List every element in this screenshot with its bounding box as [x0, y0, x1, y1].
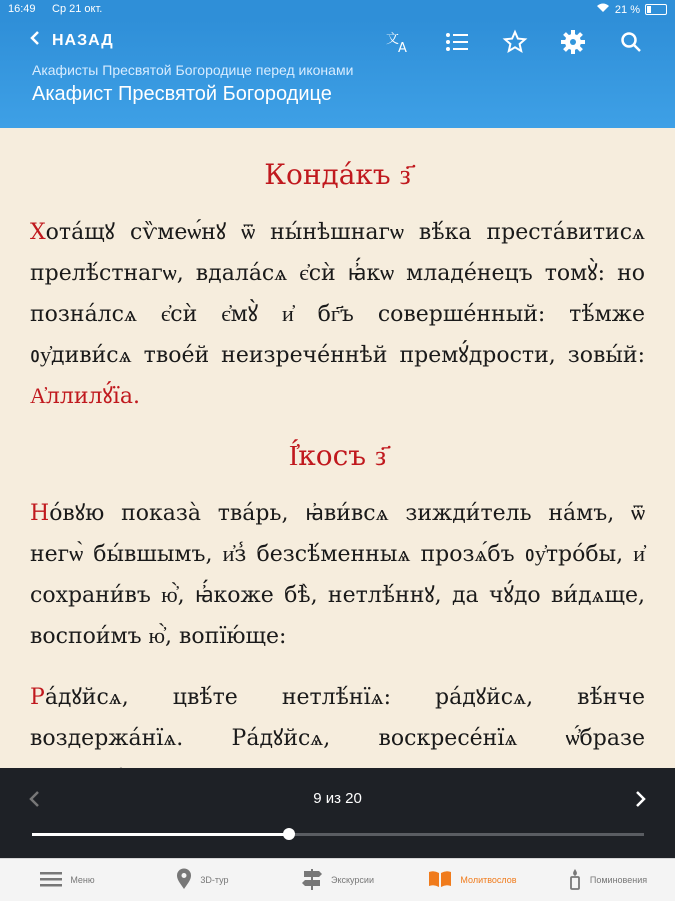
- wifi-icon: [596, 3, 610, 16]
- page-slider-knob[interactable]: [283, 828, 295, 840]
- map-pin-icon: [176, 868, 192, 892]
- kontakion-text: ота́щꙋ сѷмеѡ́нꙋ ѿ ны́нѣшнагѡ вѣ́ка преста́витисѧ прелѣ́стнагѡ, вдала́сѧ є҆сѝ ꙗ҆́кѡ младе́нецъ томꙋ̀: но позна́лсѧ є҆сѝ є҆мꙋ̀ и҆ бг҃ъ соверше́нный: тѣ́мже ᲂу҆диви́сѧ твое́й неизрече́ннѣй премꙋ́дрости, зовы́й:: [30, 220, 645, 368]
- book-icon: [428, 870, 452, 890]
- status-time: 16:49: [8, 3, 36, 15]
- page-slider[interactable]: [32, 833, 644, 836]
- prayer-text: [0, 128, 675, 768]
- page-slider-fill: [32, 833, 289, 836]
- tab-menu[interactable]: [0, 859, 135, 901]
- page-counter: 9 из 20: [313, 790, 362, 807]
- back-label: НАЗАД: [52, 31, 114, 49]
- signpost-icon: [301, 868, 323, 892]
- drop-initial: Р: [30, 685, 45, 710]
- salutation-text: а́дꙋйсѧ, цвѣ́те нетлѣ́нїѧ: ра́дꙋйсѧ, вѣ́нче воздержа́нїѧ. Ра́дꙋйсѧ, воскресе́нїѧ ѡ҆́бразе: [30, 685, 645, 751]
- kontakion-paragraph: [0, 212, 675, 417]
- tab-label: Экскурсии: [330, 875, 374, 885]
- next-page-button[interactable]: [635, 788, 647, 814]
- drop-initial: Х: [30, 220, 46, 245]
- status-date: Ср 21 окт.: [52, 3, 103, 15]
- ikos-text: о́вꙋю показа̀ тва́рь, ꙗ҆ви́всѧ зижди́тель на́мъ, ѿ негѡ̀ бы́вшымъ, и҆з̾ безсѣ́менныѧ прозѧ́бъ ᲂу҆тро́бы, и҆ сохрани́въ ю҆̀, ꙗ҆́коже бѣ̀, нетлѣ́ннꙋ, да чꙋ́до ви́дѧще, воспои́мъ ю҆̀, вопїю́ще:: [30, 501, 645, 649]
- page-title: Акафист Пресвятой Богородице: [32, 83, 332, 105]
- ikos-paragraph: [0, 493, 675, 657]
- kontakion-heading: Конда́къ з҃: [264, 158, 411, 191]
- tab-commemorations[interactable]: [540, 859, 675, 901]
- status-right: [596, 3, 667, 16]
- search-icon[interactable]: [615, 28, 647, 56]
- chevron-left-icon: [30, 30, 40, 51]
- svg-text:文: 文: [386, 32, 400, 47]
- breadcrumb: Акафисты Пресвятой Богородице перед иконами: [32, 62, 354, 78]
- page-navigator: [0, 768, 675, 858]
- tab-label: Меню: [70, 875, 95, 885]
- svg-text:A: A: [398, 41, 407, 56]
- status-bar: [0, 0, 675, 20]
- battery-percent: 21 %: [614, 3, 640, 16]
- ikos-heading: І҆́косъ з҃: [288, 439, 387, 472]
- app-header: [0, 20, 675, 128]
- refrain: А҆ллилꙋ́їа.: [30, 384, 140, 409]
- tab-label: 3D-тур: [200, 875, 229, 885]
- header-actions: [383, 28, 647, 56]
- battery-icon: [645, 4, 667, 15]
- tab-prayer-book[interactable]: [405, 859, 540, 901]
- list-icon[interactable]: [441, 28, 473, 56]
- tab-label: Молитвослов: [460, 875, 517, 885]
- drop-initial: Н: [30, 501, 50, 526]
- star-icon[interactable]: [499, 28, 531, 56]
- translate-icon[interactable]: [383, 28, 415, 56]
- back-button[interactable]: [30, 30, 114, 51]
- tab-3d-tour[interactable]: [135, 859, 270, 901]
- candle-icon: [568, 868, 582, 892]
- gear-icon[interactable]: [557, 28, 589, 56]
- menu-icon: [40, 871, 62, 889]
- tab-bar: [0, 858, 675, 901]
- tab-excursions[interactable]: [270, 859, 405, 901]
- tab-label: Поминовения: [589, 875, 648, 885]
